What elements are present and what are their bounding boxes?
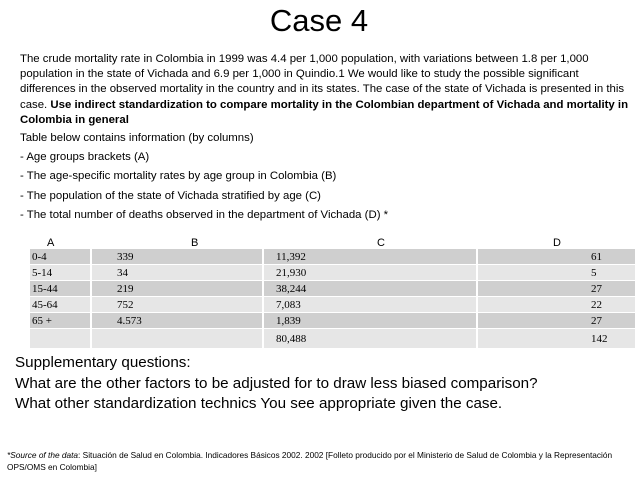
case-description: [20, 52, 632, 223]
list-item: - The total number of deaths observed in the department of Vichada (D) *: [20, 208, 389, 221]
column-letter-b: B: [191, 237, 199, 249]
table-cell: 0-4: [30, 249, 91, 265]
footnote-text: : Situación de Salud en Colombia. Indicadores Básicos 2002. 2002 [Folleto producido por el Ministerio de Salud de Colombia y la Representación OPS/OMS en Colombia]: [7, 450, 613, 472]
table-cell: 7,083: [263, 297, 477, 313]
column-letter-d: D: [553, 237, 561, 249]
table-row: [30, 281, 635, 297]
table-cell: 219: [91, 281, 263, 297]
supplementary-heading: Supplementary questions:: [15, 354, 191, 371]
table-cell: 27: [477, 313, 635, 329]
table-cell: 11,392: [263, 249, 477, 265]
table-cell: 5: [477, 265, 635, 281]
intro-paragraph: [20, 52, 632, 128]
list-item: - The population of the state of Vichada stratified by age (C): [20, 189, 321, 202]
table-cell: [30, 329, 91, 349]
table-cell: 27: [477, 281, 635, 297]
table-cell: 752: [91, 297, 263, 313]
table-cell: 65 +: [30, 313, 91, 329]
intro-text: The crude mortality rate in Colombia in 1999 was 4.4 per 1,000 population, with variations between 1.8 per 1,000 population in the state of Vichada and 6.9 per 1,000 in Quindio.1 We would like to study the possible significant differences in the observed mortality in the country and in its states. The case of the state of Vichada is presented in this case.: [20, 53, 625, 111]
table-row: [30, 265, 635, 281]
list-item: - Age groups brackets (A): [20, 151, 150, 164]
mortality-table: [30, 249, 635, 349]
slide-title: Case 4: [269, 3, 369, 38]
table-cell: 21,930: [263, 265, 477, 281]
table-cell: [91, 329, 263, 349]
table-cell: 1,839: [263, 313, 477, 329]
table-cell: 61: [477, 249, 635, 265]
supplementary-question: What other standardization technics You see appropriate given the case.: [15, 395, 503, 412]
supplementary-question: What are the other factors to be adjusted for to draw less biased comparison?: [15, 374, 538, 392]
table-row: [30, 297, 635, 313]
supplementary-questions: [15, 353, 538, 415]
table-cell: 38,244: [263, 281, 477, 297]
column-letter-a: A: [47, 237, 55, 249]
table-cell: 142: [477, 329, 635, 349]
footnote-source-label: *Source of the data: [7, 450, 79, 460]
table-intro: Table below contains information (by columns): [20, 132, 254, 145]
table-row: [30, 313, 635, 329]
table-cell: 45-64: [30, 297, 91, 313]
source-footnote: [7, 450, 627, 473]
table-cell: 34: [91, 265, 263, 281]
table-total-row: [30, 329, 635, 349]
table-cell: 22: [477, 297, 635, 313]
intro-instruction: Use indirect standardization to compare mortality in the Colombian department of Vichada and mortality in Colombia in general: [20, 98, 629, 126]
table-cell: 15-44: [30, 281, 91, 297]
table-cell: 4.573: [91, 313, 263, 329]
table-cell: 339: [91, 249, 263, 265]
table-cell: 5-14: [30, 265, 91, 281]
table-row: [30, 249, 635, 265]
column-letter-c: C: [377, 237, 385, 249]
table-cell: 80,488: [263, 329, 477, 349]
list-item: - The age-specific mortality rates by age group in Colombia (B): [20, 170, 337, 183]
